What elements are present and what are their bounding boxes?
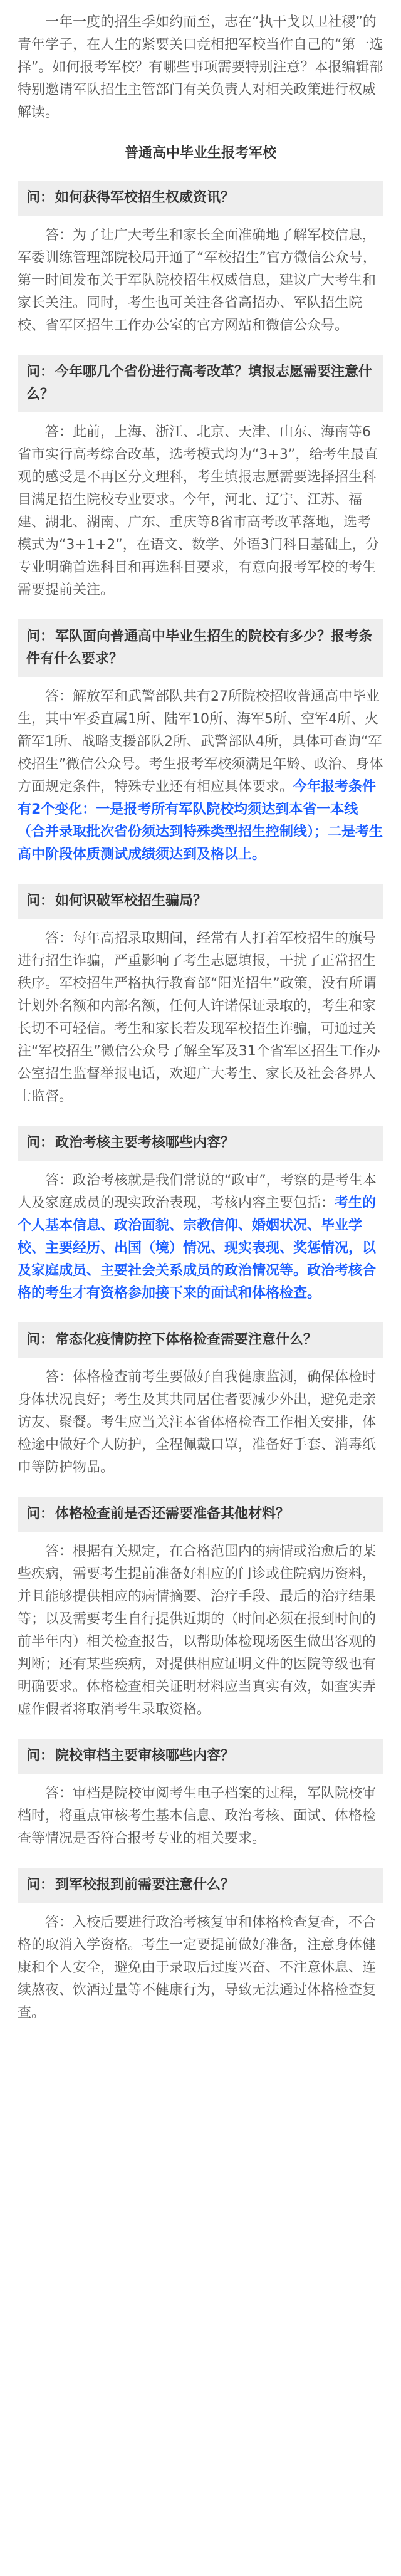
qa-block: [18, 1497, 383, 1721]
answer-paragraph: [18, 1783, 383, 1850]
question-text: 常态化疫情防控下体格检查需要注意什么？: [55, 1332, 318, 1348]
question-prefix: 问：: [26, 364, 55, 380]
answer-paragraph: [18, 421, 383, 602]
answer-highlight: 今年报考条件有2个变化：一是报考所有军队院校均须达到本省一本线（合并录取批次省份须达到特殊类型招生控制线）；二是考生高中阶段体质测试成绩须达到及格以上。: [18, 779, 383, 862]
qa-block: [18, 619, 383, 866]
answer-text: 答：每年高招录取期间，经常有人打着军校招生的旗号进行招生诈骗，严重影响了考生志愿填报，干扰了正常招生秩序。军校招生严格执行教育部“阳光招生”政策，没有所谓计划外名额和内部名额，任何人许诺保证录取的，考生和家长切不可轻信。考生和家长若发现军校招生诈骗，可通过关注“军校招生”微信公众号了解全军及31个省军区招生工作办公室招生监督举报电话，欢迎广大考生、家长及社会各界人士监督。: [18, 931, 380, 1104]
question-bar: [18, 181, 383, 216]
question-text: 今年哪几个省份进行高考改革？填报志愿需要注意什么？: [26, 364, 373, 402]
question-bar: [18, 355, 383, 412]
qa-block: [18, 355, 383, 602]
qa-block: [18, 1322, 383, 1479]
answer-highlight: 考生的个人基本信息、政治面貌、宗教信仰、婚姻状况、毕业学校、主要经历、出国（境）情况、现实表现、奖惩情况，以及家庭成员、主要社会关系成员的政治情况等。政治考核合格的考生才有资格参加接下来的面试和体格检查。: [18, 1195, 377, 1301]
section-title: 普通高中毕业生报考军校: [124, 145, 276, 161]
question-prefix: 问：: [26, 1135, 55, 1151]
answer-text: 答：入校后要进行政治考核复审和体格检查复查，不合格的取消入学资格。考生一定要提前做好准备，注意身体健康和个人安全，避免由于录取后过度兴奋、不注意休息、连续熬夜、饮酒过量等不健康行为，导致无法通过体格检查复查。: [18, 1915, 377, 2021]
qa-list: [18, 181, 383, 2024]
answer-paragraph: [18, 1366, 383, 1479]
question-text: 政治考核主要考核哪些内容？: [55, 1135, 235, 1151]
qa-block: [18, 1739, 383, 1850]
question-bar: [18, 1497, 383, 1532]
answer-paragraph: [18, 686, 383, 866]
answer-text: 答：根据有关规定，在合格范围内的病情或治愈后的某些疾病，需要考生提前准备好相应的门诊或住院病历资料，并且能够提供相应的病情摘要、治疗手段、最后的治疗结果等；以及需要考生自行提供近期的（时间必须在报到时间的前半年内）相关检查报告，以帮助体检现场医生做出客观的判断；还有某些疾病，对提供相应证明文件的医院等级也有明确要求。体格检查相关证明材料应当真实有效，如查实弄虚作假者将取消考生录取资格。: [18, 1544, 377, 1717]
question-prefix: 问：: [26, 1877, 55, 1893]
question-text: 院校审档主要审核哪些内容？: [55, 1748, 235, 1764]
answer-text: 答：体格检查前考生要做好自我健康监测，确保体检时身体状况良好；考生及其共同居住者要减少外出，避免走亲访友、聚餐。考生应当关注本省体格检查工作相关安排，体检途中做好个人防护，全程佩戴口罩，准备好手套、消毒纸巾等防护物品。: [18, 1369, 377, 1475]
question-text: 如何识破军校招生骗局？: [55, 893, 207, 909]
answer-paragraph: [18, 928, 383, 1108]
question-bar: [18, 1868, 383, 1903]
qa-block: [18, 1126, 383, 1305]
question-prefix: 问：: [26, 1332, 55, 1348]
qa-block: [18, 1868, 383, 2024]
question-prefix: 问：: [26, 190, 55, 206]
question-text: 如何获得军校招生权威资讯？: [55, 190, 235, 206]
qa-block: [18, 884, 383, 1108]
answer-text: 答：审档是院校审阅考生电子档案的过程，军队院校审档时，将重点审核考生基本信息、政治考核、面试、体格检查等情况是否符合报考专业的相关要求。: [18, 1786, 377, 1846]
question-prefix: 问：: [26, 629, 55, 644]
answer-paragraph: [18, 1912, 383, 2024]
answer-text: 答：为了让广大考生和家长全面准确地了解军校信息，军委训练管理部院校局开通了“军校招生”官方微信公众号，第一时间发布关于军队院校招生权威信息，建议广大考生和家长关注。同时，考生也可关注各省高招办、军队招生院校、省军区招生工作办公室的官方网站和微信公众号。: [18, 228, 377, 333]
answer-text: 答：此前，上海、浙江、北京、天津、山东、海南等6省市实行高考综合改革，选考模式均为“3+3”，给考生最直观的感受是不再区分文理科，考生填报志愿需要选择招生科目满足招生院校专业要求。今年，河北、辽宁、江苏、福建、湖北、湖南、广东、重庆等8省市高考改革落地，选考模式为“3+1+2”，在语文、数学、外语3门科目基础上，分专业明确首选科目和再选科目要求，有意向报考军校的考生需要提前关注。: [18, 424, 380, 598]
answer-text: 答：政治考核就是我们常说的“政审”，考察的是考生本人及家庭成员的现实政治表现，考核内容主要包括：: [18, 1173, 377, 1211]
question-bar: [18, 619, 383, 677]
answer-text: 答：解放军和武警部队共有27所院校招收普通高中毕业生，其中军委直属1所、陆军10所、海军5所、空军4所、火箭军1所、战略支援部队2所、武警部队4所，具体可查询“军校招生”微信公众号。考生报考军校须满足年龄、政治、身体方面规定条件，特殊专业还有相应具体要求。: [18, 689, 383, 795]
question-prefix: 问：: [26, 893, 55, 909]
question-prefix: 问：: [26, 1748, 55, 1764]
intro-paragraph: 一年一度的招生季如约而至，志在“执干戈以卫社稷”的青年学子，在人生的紧要关口竞相把军校当作自己的“第一选择”。如何报考军校？有哪些事项需要特别注意？本报编辑部特别邀请军队招生主管部门有关负责人对相关政策进行权威解读。: [18, 14, 383, 120]
answer-paragraph: [18, 1170, 383, 1305]
question-text: 到军校报到前需要注意什么？: [55, 1877, 235, 1893]
answer-paragraph: [18, 224, 383, 337]
qa-block: [18, 181, 383, 337]
question-prefix: 问：: [26, 1506, 55, 1522]
question-text: 军队面向普通高中毕业生招生的院校有多少？报考条件有什么要求？: [26, 629, 373, 667]
answer-paragraph: [18, 1541, 383, 1721]
question-bar: [18, 1739, 383, 1774]
question-text: 体格检查前是否还需要准备其他材料？: [55, 1506, 290, 1522]
question-bar: [18, 884, 383, 919]
question-bar: [18, 1322, 383, 1358]
question-bar: [18, 1126, 383, 1161]
